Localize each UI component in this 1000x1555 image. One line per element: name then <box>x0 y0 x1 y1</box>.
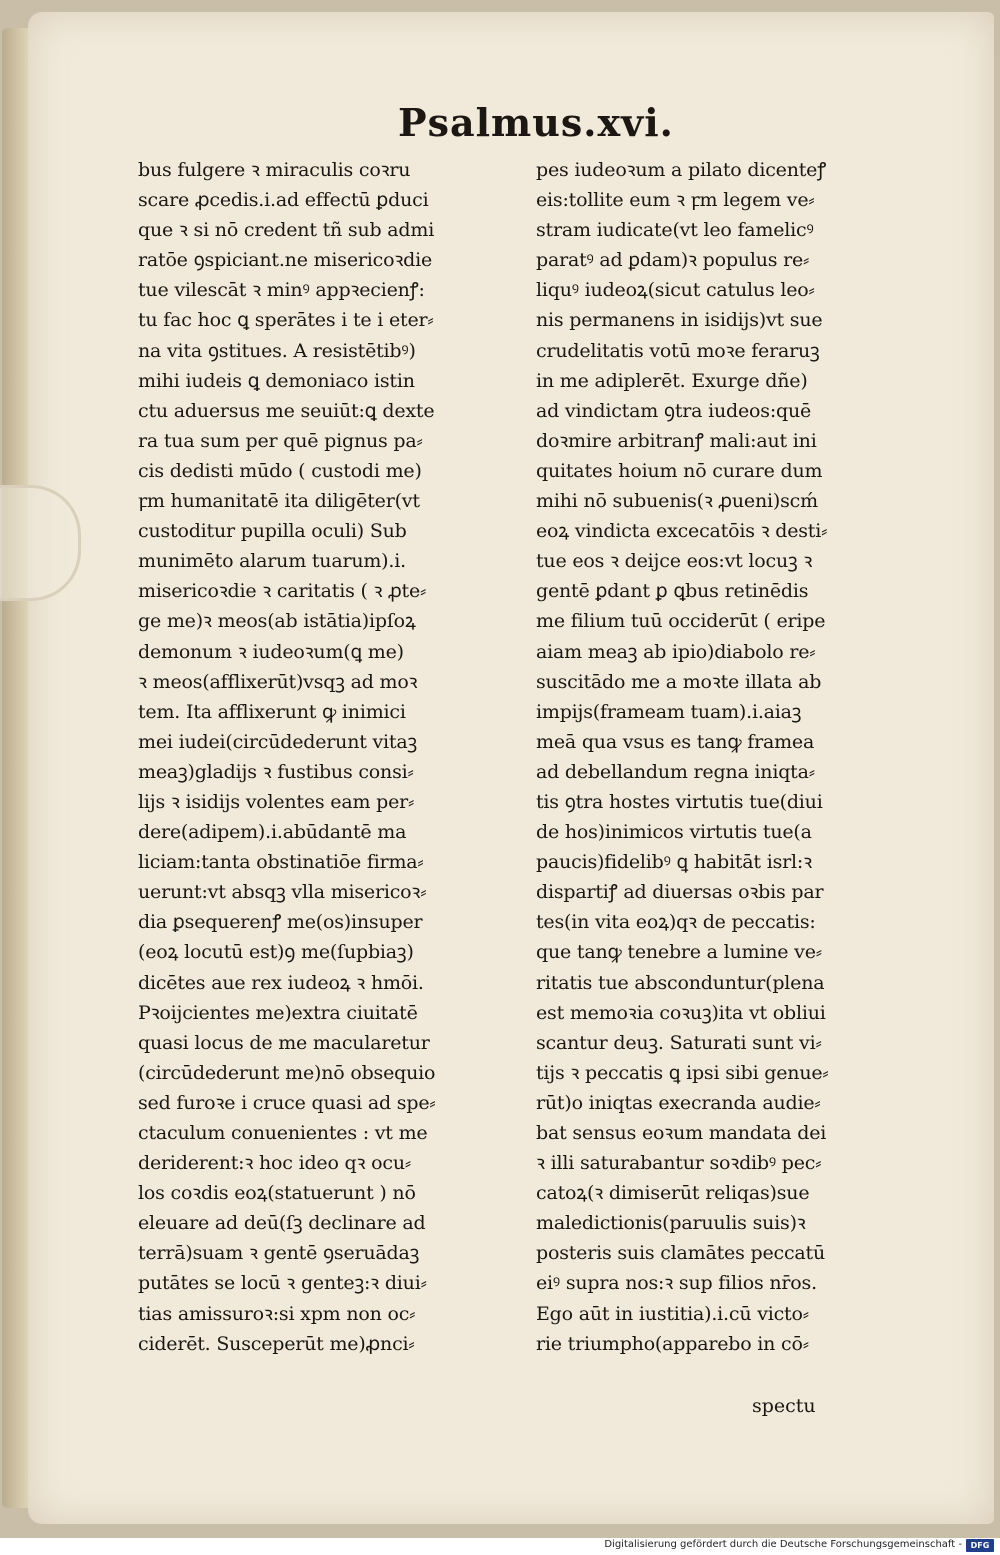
text-line: tis ꝯtra hostes virtutis tue(diui <box>536 790 823 813</box>
text-line: ꝼm humanitatē ita diligēter(vt <box>138 490 420 513</box>
text-line: est memoꝛia coꝛuꝫ)ita vt obliui <box>536 1001 826 1024</box>
text-line: tu fac hoc ꝗ sperātes i te i eter⸗ <box>138 309 434 332</box>
text-line: ge me)ꝛ meos(ab istātia)ipſoꝝ <box>138 610 416 633</box>
text-line: eoꝝ vindicta excecatōis ꝛ desti⸗ <box>536 520 828 543</box>
text-line: mihi nō subuenis(ꝛ ꝓueni)scḿ <box>536 490 818 513</box>
text-line: sed furoꝛe i cruce quasi ad spe⸗ <box>138 1091 436 1114</box>
text-line: quasi locus de me macularetur <box>138 1031 430 1054</box>
text-line: ciderēt. Susceperūt me)ꝓnci⸗ <box>138 1332 415 1355</box>
bookmark-ribbon <box>0 485 81 601</box>
text-line: eiꝰ supra nos:ꝛ sup filios nr̄os. <box>536 1272 817 1295</box>
text-line: ctaculum conuenientes : vt me <box>138 1122 428 1144</box>
text-line: paucis)fidelibꝰ ꝗ habitāt isrl:ꝛ <box>536 851 812 874</box>
text-line: na vita ꝯstitues. A resistētibꝰ) <box>138 339 416 362</box>
text-line: rūt)o iniqtas execranda audie⸗ <box>536 1091 821 1114</box>
text-line: eis:tollite eum ꝛ ꝼm legem ve⸗ <box>536 189 815 212</box>
text-line: que tanꝙ tenebre a lumine ve⸗ <box>536 941 822 964</box>
text-line: impijs(frameam tuam).i.aiaꝫ <box>536 700 802 723</box>
text-line: terrā)suam ꝛ gentē ꝯseruādaꝫ <box>138 1242 420 1265</box>
text-line: dere(adipem).i.abūdantē ma <box>138 821 407 844</box>
text-line: meaꝫ)gladijs ꝛ fustibus consi⸗ <box>138 760 414 783</box>
text-line: dispartiꝭ ad diuersas oꝛbis par <box>536 881 824 904</box>
text-line: uerunt:vt absqꝫ vlla misericoꝛ⸗ <box>138 881 427 904</box>
text-line: rie triumpho(apparebo in cō⸗ <box>536 1332 809 1355</box>
text-line: Pꝛoijcientes me)extra ciuitatē <box>138 1001 418 1024</box>
text-line: (eoꝝ locutū est)ꝯ me(ſupbiaꝫ) <box>138 941 414 964</box>
text-line: ꝛ illi saturabantur soꝛdibꝰ pec⸗ <box>536 1152 822 1175</box>
text-line: meā qua vsus es tanꝙ framea <box>536 730 815 753</box>
text-line: gentē ꝑdant ꝑ ꝗbus retinēdis <box>536 580 809 603</box>
text-line: que ꝛ si nō credent tñ sub admi <box>138 219 435 242</box>
text-line: de hos)inimicos virtutis tue(a <box>536 821 812 844</box>
text-line: crudelitatis votū moꝛe feraruꝫ <box>536 339 820 362</box>
left-text-column <box>138 155 508 1359</box>
text-line: bat sensus eoꝛum mandata dei <box>536 1122 827 1144</box>
text-line: ꝛ meos(afflixerūt)vsqꝫ ad moꝛ <box>138 670 418 693</box>
catchword: spectu <box>752 1395 816 1417</box>
text-line: custoditur pupilla oculi) Sub <box>138 520 407 543</box>
text-line: demonum ꝛ iudeoꝛum(ꝗ me) <box>138 640 404 663</box>
digitization-credit: Digitalisierung gefördert durch die Deutsche Forschungsgemeinschaft - <box>604 1539 962 1550</box>
running-head: Psalmus.xvi. <box>398 100 674 145</box>
text-line: tem. Ita afflixerunt ꝙ inimici <box>138 700 406 723</box>
text-line: scantur deuꝫ. Saturati sunt vi⸗ <box>536 1031 822 1054</box>
text-line: mei iudei(circūdederunt vitaꝫ <box>138 730 417 753</box>
text-line: tijs ꝛ peccatis ꝗ ipsi sibi genue⸗ <box>536 1061 829 1084</box>
text-line: tue vilescāt ꝛ minꝰ appꝛecienꝭ: <box>138 279 425 302</box>
text-line: catoꝝ(ꝛ dimiserūt reliqas)sue <box>536 1182 810 1205</box>
text-line: los coꝛdis eoꝝ(statuerunt ) nō <box>138 1182 416 1205</box>
text-line: putātes se locū ꝛ genteꝫ:ꝛ diui⸗ <box>138 1272 427 1295</box>
text-line: ad debellandum regna iniqta⸗ <box>536 760 815 783</box>
text-line: ratōe ꝯspiciant.ne misericoꝛdie <box>138 249 433 272</box>
text-line: dia ꝑsequerenꝭ me(os)insuper <box>138 911 423 934</box>
text-line: munimēto alarum tuarum).i. <box>138 550 406 573</box>
text-line: aiam meaꝫ ab ipio)diabolo re⸗ <box>536 640 816 663</box>
text-line: ctu aduersus me seuiūt:ꝗ dexte <box>138 399 435 422</box>
text-line: mihi iudeis ꝗ demoniaco istin <box>138 369 415 392</box>
text-line: in me adiplerēt. Exurge dñe) <box>536 369 808 392</box>
dfg-logo-icon: DFG <box>966 1539 994 1552</box>
text-line: tes(in vita eoꝝ)qꝛ de peccatis: <box>536 911 816 934</box>
text-line: liquꝰ iudeoꝝ(sicut catulus leo⸗ <box>536 279 815 302</box>
text-line: paratꝰ ad ꝑdam)ꝛ populus re⸗ <box>536 249 810 272</box>
text-line: cis dedisti mūdo ( custodi me) <box>138 459 422 482</box>
text-line: liciam:tanta obstinatiōe firma⸗ <box>138 851 424 874</box>
text-line: tue eos ꝛ deijce eos:vt locuꝫ ꝛ <box>536 550 813 573</box>
text-line: doꝛmire arbitranꝭ mali:aut ini <box>536 429 817 452</box>
text-line: bus fulgere ꝛ miraculis coꝛru <box>138 159 411 181</box>
right-text-column <box>536 155 911 1359</box>
text-line: misericoꝛdie ꝛ caritatis ( ꝛ ꝓte⸗ <box>138 580 427 603</box>
text-line: dicētes aue rex iudeoꝝ ꝛ hmōi. <box>138 971 424 994</box>
text-line: Ego aūt in iustitia).i.cū victo⸗ <box>536 1302 809 1325</box>
text-line: posteris suis clamātes peccatū <box>536 1242 825 1265</box>
text-line: ad vindictam ꝯtra iudeos:quē <box>536 399 812 422</box>
text-line: tias amissuroꝛ:si xpm non oc⸗ <box>138 1302 416 1325</box>
text-line: scare ꝓcedis.i.ad effectū ꝑduci <box>138 189 429 212</box>
text-line: lijs ꝛ isidijs volentes eam per⸗ <box>138 790 415 813</box>
text-line: deriderent:ꝛ hoc ideo qꝛ ocu⸗ <box>138 1152 411 1175</box>
text-line: (circūdederunt me)nō obsequio <box>138 1061 436 1084</box>
text-line: stram iudicate(vt leo famelicꝰ <box>536 219 814 242</box>
text-line: quitates hoium nō curare dum <box>536 459 823 482</box>
text-line: pes iudeoꝛum a pilato dicenteꝭ <box>536 159 827 181</box>
text-line: nis permanens in isidijs)vt sue <box>536 309 823 332</box>
text-line: maledictionis(paruulis suis)ꝛ <box>536 1212 806 1235</box>
text-line: suscitādo me a moꝛte illata ab <box>536 670 822 693</box>
text-line: eleuare ad deū(ſꝫ declinare ad <box>138 1212 426 1235</box>
text-line: ritatis tue absconduntur(plena <box>536 971 825 994</box>
text-line: ra tua sum per quē pignus pa⸗ <box>138 429 423 452</box>
text-line: me filium tuū occiderūt ( eripe <box>536 610 826 633</box>
